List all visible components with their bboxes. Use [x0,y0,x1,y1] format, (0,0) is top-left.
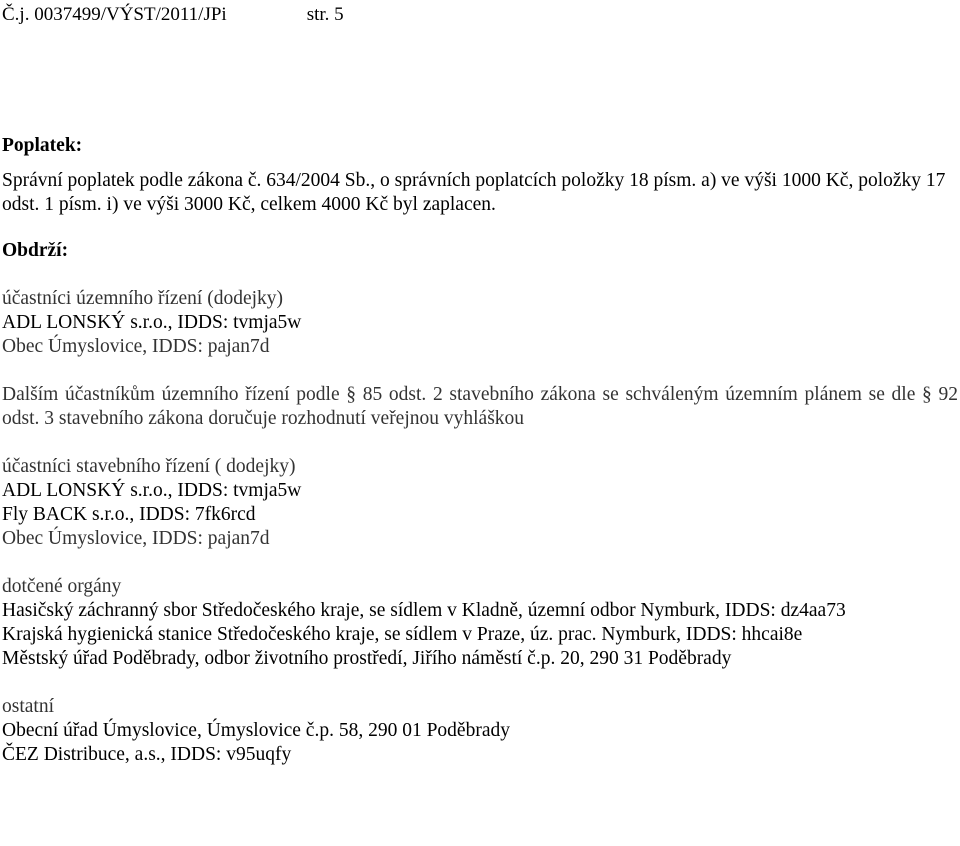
recipient-line: Obec Úmyslovice, IDDS: pajan7d [2,528,270,549]
uzemni-participants-label: účastníci územního řízení (dodejky) [2,288,284,309]
spacer [2,158,958,169]
spacer [2,431,958,455]
spacer [2,671,958,695]
recipient-line: Hasičský záchranný sbor Středočeského kraje, se sídlem v Kladně, územní odbor Nymburk, IDDS: dz4aa73 [2,600,846,621]
spacer [2,217,958,239]
poplatek-heading: Poplatek: [2,135,83,156]
stavebni-participants-label: účastníci stavebního řízení ( dodejky) [2,456,296,477]
page-number: str. 5 [306,4,344,25]
recipient-line: ČEZ Distribuce, a.s., IDDS: v95uqfy [2,744,292,765]
recipient-line: ADL LONSKÝ s.r.o., IDDS: tvmja5w [2,312,302,333]
spacer [2,263,958,287]
recipient-line: ADL LONSKÝ s.r.o., IDDS: tvmja5w [2,480,302,501]
document-body [2,134,958,767]
recipient-line: Fly BACK s.r.o., IDDS: 7fk6rcd [2,504,256,525]
other-recipients-label: ostatní [2,696,54,717]
recipient-line: Obec Úmyslovice, IDDS: pajan7d [2,336,270,357]
recipient-line: Městský úřad Poděbrady, odbor životního prostředí, Jiřího náměstí č.p. 20, 290 31 Poděbrady [2,648,732,669]
recipient-line: Obecní úřad Úmyslovice, Úmyslovice č.p. 58, 290 01 Poděbrady [2,720,510,741]
authorities-label: dotčené orgány [2,576,122,597]
spacer [2,551,958,575]
reference-number: Č.j. 0037499/VÝST/2011/JPi [2,4,227,25]
public-notice-paragraph: Dalším účastníkům územního řízení podle § 85 odst. 2 stavebního zákona se schváleným územním plánem se dle § 92 odst. 3 stavebního zákona doručuje rozhodnutí veřejnou vyhláškou [2,384,958,429]
recipient-line: Krajská hygienická stanice Středočeského kraje, se sídlem v Praze, úz. prac. Nymburk, IDDS: hhcai8e [2,624,803,645]
obdrzi-heading: Obdrží: [2,240,69,261]
spacer [2,359,958,383]
poplatek-text: Správní poplatek podle zákona č. 634/2004 Sb., o správních poplatcích položky 18 písm. a) ve výši 1000 Kč, položky 17 odst. 1 písm. i) ve výši 3000 Kč, celkem 4000 Kč byl zaplacen. [2,170,946,215]
page-header [2,3,344,27]
